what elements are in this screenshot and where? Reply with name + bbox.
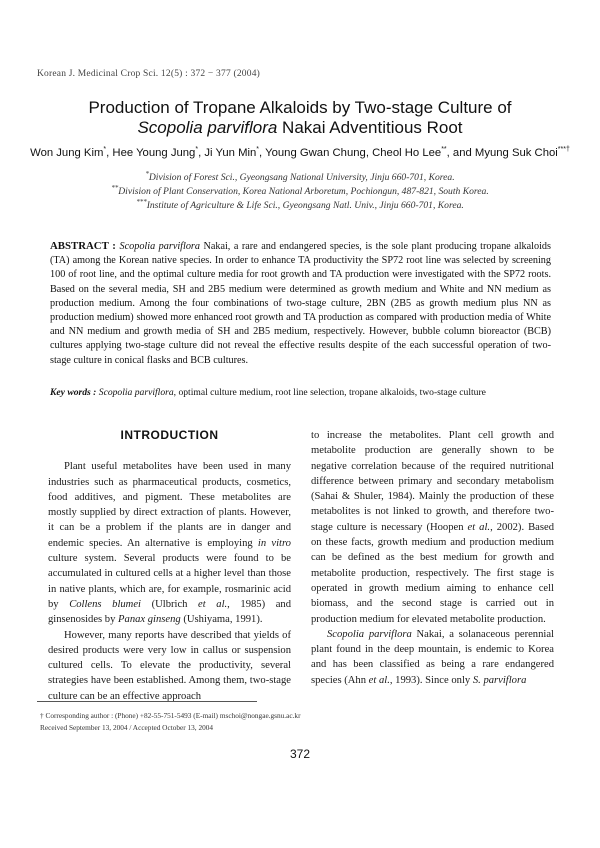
footnote-divider (37, 701, 257, 702)
keywords-text: , optimal culture medium, root line selection, tropane alkaloids, two-stage culture (173, 387, 486, 398)
page-number: 372 (289, 747, 311, 761)
title-species: Scopolia parviflora (137, 118, 278, 137)
paper-title (40, 98, 560, 138)
affiliation: **Division of Plant Conservation, Korea National Arboretum, Pochiongun, 487-821, South Korea. (111, 184, 489, 198)
abstract-label: ABSTRACT : (50, 240, 120, 252)
keywords-species: Scopolia parviflora (98, 387, 174, 398)
footnote (40, 710, 301, 734)
title-line-1: Production of Tropane Alkaloids by Two-stage Culture of (88, 98, 512, 117)
paragraph: Plant useful metabolites have been used in many industries such as pharmaceutical products, cosmetics, food additives, and pigment. These metabolites are mostly supplied by direct extraction of plants. However, it can be a problem if the plants are in danger and endemic species. An alternative is employing in vitro culture system. Several products were found to be accumulated in cultured cells at a higher level than those in native plants, which are, for example, rosmarinic acid by Collens blumei (Ulbrich et al., 1985) and ginsenosides by Panax ginseng (Ushiyama, 1991). (48, 461, 291, 626)
paragraph: Scopolia parviflora Nakai, a solanaceous perennial plant found in the deep mountain, is endemic to Korea and has been classified as being a rare endangered species (Ahn et al., 1993). Since only S. parviflora (311, 628, 554, 686)
section-heading-introduction: INTRODUCTION (120, 428, 219, 442)
right-column (311, 428, 554, 688)
author-list (20, 146, 580, 159)
affiliation: *Division of Forest Sci., Gyeongsang National University, Jinju 660-701, Korea. (145, 170, 455, 184)
author: Hee Young Jung*, (112, 146, 205, 159)
affiliation: ***Institute of Agriculture & Life Sci., Gyeongsang Natl. Univ., Jinju 660-701, Korea. (136, 198, 464, 212)
keywords-label: Key words : (50, 387, 99, 398)
author: Ji Yun Min*, (204, 146, 266, 159)
corresponding-author: † Corresponding author : (Phone) +82-55-751-5493 (E-mail) mschoi@nongae.gsnu.ac.kr (40, 711, 301, 720)
keywords (50, 387, 560, 398)
paragraph: However, many reports have described that yields of desired products were very low in callus or suspension cultured cells. To elevate the productivity, several strategies have been established. Among them, two-stage culture can be an effective approach (48, 629, 291, 702)
author: Myung Suk Choi***† (474, 146, 570, 159)
received-dates: Received September 13, 2004 / Accepted October 13, 2004 (40, 723, 214, 732)
abstract (50, 239, 551, 368)
author: Won Jung Kim*, (30, 146, 113, 159)
left-column (48, 428, 291, 704)
abstract-species: Scopolia parviflora (119, 241, 200, 252)
author: Cheol Ho Lee**, and (372, 146, 475, 159)
journal-reference: Korean J. Medicinal Crop Sci. 12(5) : 372 − 377 (2004) (37, 69, 261, 79)
abstract-text: Nakai, a rare and endangered species, is the sole plant producing tropane alkaloids (TA) among the Korean native species. In order to enhance TA productivity the SP72 root line was selected by screening 100 of root line, and the optimal culture media for root growth and TA production were investigated with the SP72 roots. Based on the several media, SH and 2B5 medium were determined as growth medium and White and NN medium as production medium. Among the four combinations of two-stage culture, 2BN (2B5 as growth medium plus NN as production medium) showed more enhanced root growth and TA production as compared with production media of White and NN medium and growth media of SH and 2B5 medium, respectively. However, bubble column bioreactor (BCB) cultures applying two-stage culture did not reveal the effective results despite of the each successful operation of two-stage culture in conical flasks and BCB cultures. (50, 241, 551, 366)
paragraph: to increase the metabolites. Plant cell growth and metabolite production are generally shown to be negative correlation because of the required nutritional difference between primary and secondary metabolism (Sahai & Shuler, 1984). Mainly the production of these metabolites is not linked to growth, and therefore two-stage culture is necessary (Hoopen et al., 2002). Based on these facts, growth medium and production medium can be defined as the best medium for growth and metabolite production, respectively. The first stage is operated in growth medium aiming to enhance cell biomass, and the second stage is carried out in production medium for elevated metabolite production. (311, 430, 554, 625)
author: Young Gwan Chung, (265, 146, 373, 159)
title-line-2: Nakai Adventitious Root (277, 118, 463, 137)
